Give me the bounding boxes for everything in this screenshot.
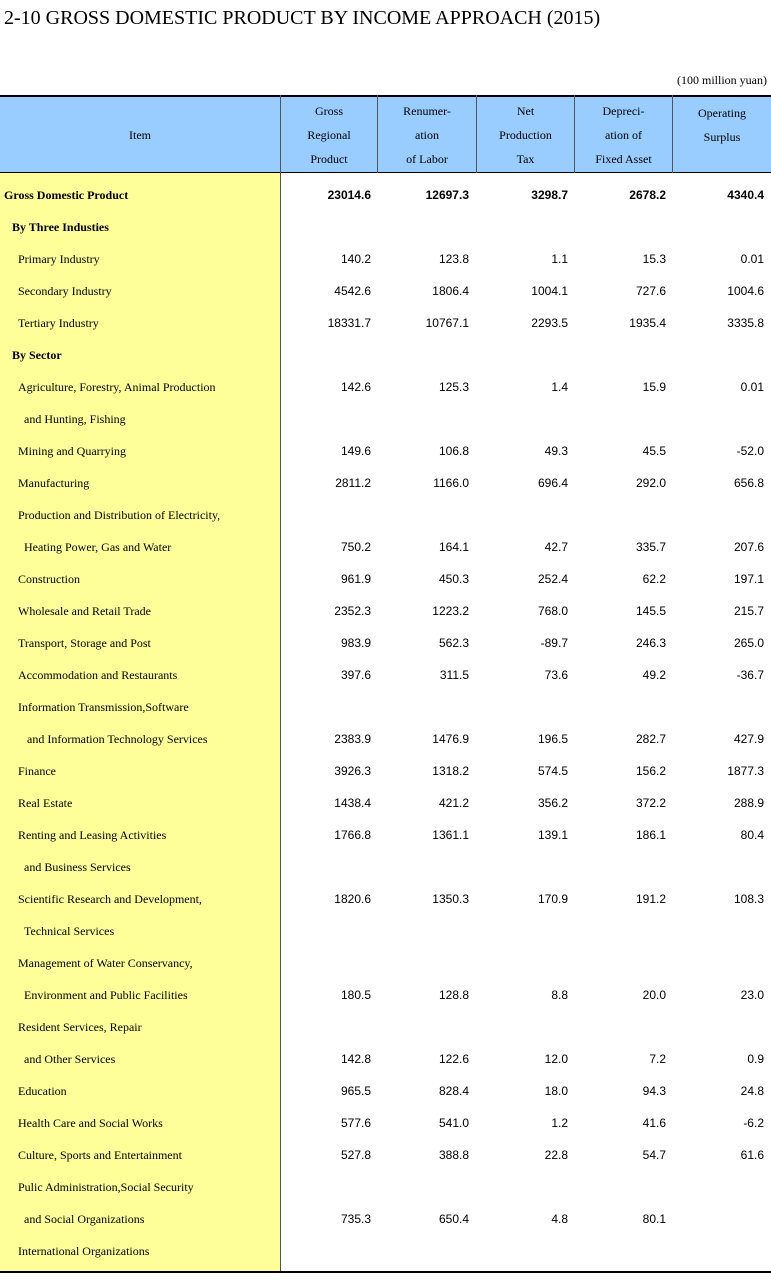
cell-value: 20.0	[642, 988, 666, 1002]
cell-value	[478, 691, 568, 723]
table-row	[0, 659, 771, 691]
cell-value: 45.5	[642, 444, 666, 458]
cell-value: 397.6	[340, 668, 371, 682]
header-divider	[574, 95, 575, 173]
cell-value: 0.01	[740, 252, 764, 266]
cell-value: 427.9	[733, 732, 764, 746]
table-row	[0, 1043, 771, 1075]
header-divider	[476, 95, 477, 173]
cell-value: 265.0	[733, 636, 764, 650]
table-row	[0, 723, 771, 755]
cell-value: 106.8	[438, 444, 469, 458]
cell-value	[281, 339, 371, 371]
cell-value: 80.1	[642, 1212, 666, 1226]
cell-value: 727.6	[635, 284, 666, 298]
row-label: Health Care and Social Works	[18, 1116, 163, 1130]
cell-value	[478, 211, 568, 243]
row-label: Heating Power, Gas and Water	[24, 540, 172, 554]
cell-value: 650.4	[438, 1212, 469, 1226]
cell-value	[478, 339, 568, 371]
cell-value: 4.8	[551, 1212, 568, 1226]
table-row	[0, 467, 771, 499]
cell-value: 142.6	[340, 380, 371, 394]
cell-value: 207.6	[733, 540, 764, 554]
cell-value: 18331.7	[327, 316, 371, 330]
cell-value: 4340.4	[727, 188, 764, 202]
cell-value: 8.8	[551, 988, 568, 1002]
cell-value	[379, 339, 469, 371]
row-label: Real Estate	[18, 796, 73, 810]
cell-value: 18.0	[544, 1084, 568, 1098]
header-gdp: Gross Regional Product	[307, 103, 351, 166]
cell-value: 156.2	[635, 764, 666, 778]
cell-value: 125.3	[438, 380, 469, 394]
cell-value	[478, 1171, 568, 1203]
row-label: Information Transmission,Software	[18, 700, 189, 714]
cell-value: 2293.5	[531, 316, 568, 330]
header-surplus: Operating Surplus	[698, 106, 746, 144]
row-label: Gross Domestic Product	[4, 188, 129, 202]
cell-value: 1.1	[551, 252, 568, 266]
table-row	[0, 435, 771, 467]
cell-value: 12.0	[544, 1052, 568, 1066]
cell-value: 139.1	[537, 828, 568, 842]
table-row	[0, 307, 771, 339]
cell-value	[379, 1171, 469, 1203]
cell-value: 252.4	[537, 572, 568, 586]
cell-value: 1.2	[551, 1116, 568, 1130]
table-row	[0, 499, 771, 531]
row-label: Finance	[18, 764, 56, 778]
cell-value: 10767.1	[425, 316, 469, 330]
cell-value: 1877.3	[727, 764, 764, 778]
cell-value: 1438.4	[334, 796, 371, 810]
table-row	[0, 1107, 771, 1139]
cell-value: 24.8	[740, 1084, 764, 1098]
cell-value: 288.9	[733, 796, 764, 810]
row-label: and Business Services	[24, 860, 131, 874]
table-row	[0, 851, 771, 883]
cell-value: 73.6	[544, 668, 568, 682]
cell-value	[478, 947, 568, 979]
cell-value	[674, 403, 764, 435]
row-label: Management of Water Conservancy,	[18, 956, 193, 970]
cell-value: 562.3	[438, 636, 469, 650]
cell-value: 356.2	[537, 796, 568, 810]
cell-value	[674, 1011, 764, 1043]
cell-value: 23014.6	[327, 188, 371, 202]
table-row	[0, 595, 771, 627]
table-row	[0, 979, 771, 1011]
row-label: Accommodation and Restaurants	[18, 668, 178, 682]
cell-value	[576, 915, 666, 947]
cell-value: 62.2	[642, 572, 666, 586]
cell-value: 450.3	[438, 572, 469, 586]
cell-value: 2811.2	[335, 476, 371, 490]
cell-value: 23.0	[740, 988, 764, 1002]
row-label: and Hunting, Fishing	[24, 412, 126, 426]
cell-value	[478, 1011, 568, 1043]
cell-value: 965.5	[340, 1084, 371, 1098]
row-label: Agriculture, Forestry, Animal Production	[18, 380, 216, 394]
cell-value	[281, 691, 371, 723]
cell-value: 145.5	[635, 604, 666, 618]
cell-value	[674, 691, 764, 723]
cell-value	[674, 915, 764, 947]
cell-value: 191.2	[635, 892, 666, 906]
row-label: and Information Technology Services	[27, 732, 208, 746]
cell-value	[478, 851, 568, 883]
cell-value	[674, 1171, 764, 1203]
row-label: and Other Services	[24, 1052, 116, 1066]
table-row	[0, 1171, 771, 1203]
cell-value: 1476.9	[432, 732, 469, 746]
cell-value: 388.8	[438, 1148, 469, 1162]
cell-value: 1318.2	[432, 764, 469, 778]
cell-value: 122.6	[438, 1052, 469, 1066]
table-bottom-rule	[0, 1271, 771, 1273]
table-row	[0, 627, 771, 659]
cell-value: 49.2	[642, 668, 666, 682]
cell-value: 1361.1	[432, 828, 469, 842]
cell-value: 94.3	[642, 1084, 666, 1098]
cell-value: 1004.6	[727, 284, 764, 298]
cell-value: 49.3	[544, 444, 568, 458]
cell-value: 123.8	[438, 252, 469, 266]
row-label: Renting and Leasing Activities	[18, 828, 167, 842]
cell-value	[576, 1011, 666, 1043]
cell-value	[379, 499, 469, 531]
table-row	[0, 179, 771, 211]
cell-value: 4542.6	[334, 284, 371, 298]
cell-value	[674, 211, 764, 243]
row-label: By Three Industies	[12, 220, 109, 234]
table-row	[0, 211, 771, 243]
cell-value	[576, 403, 666, 435]
table-row	[0, 1235, 771, 1267]
table-row	[0, 339, 771, 371]
row-label: Resident Services, Repair	[18, 1020, 142, 1034]
row-label: Transport, Storage and Post	[18, 636, 151, 650]
table-row	[0, 755, 771, 787]
cell-value: 750.2	[340, 540, 371, 554]
cell-value	[379, 1011, 469, 1043]
row-label: Secondary Industry	[18, 284, 112, 298]
table-row	[0, 275, 771, 307]
cell-value: 1.4	[551, 380, 568, 394]
cell-value: 541.0	[438, 1116, 469, 1130]
cell-value: 961.9	[340, 572, 371, 586]
cell-value	[379, 947, 469, 979]
header-item: Item	[129, 127, 151, 142]
row-label: Scientific Research and Development,	[18, 892, 202, 906]
cell-value: 1350.3	[432, 892, 469, 906]
row-label: Culture, Sports and Entertainment	[18, 1148, 182, 1162]
table-row	[0, 1075, 771, 1107]
cell-value	[379, 1235, 469, 1267]
cell-value: 577.6	[340, 1116, 371, 1130]
cell-value	[478, 499, 568, 531]
cell-value: 311.5	[439, 668, 469, 682]
cell-value	[674, 851, 764, 883]
cell-value: 0.01	[740, 380, 764, 394]
table-row	[0, 1203, 771, 1235]
row-label: Manufacturing	[18, 476, 90, 490]
table-row	[0, 947, 771, 979]
cell-value: 735.3	[340, 1212, 371, 1226]
cell-value: 215.7	[733, 604, 764, 618]
cell-value: 15.3	[642, 252, 666, 266]
cell-value	[576, 851, 666, 883]
cell-value	[576, 1171, 666, 1203]
cell-value: 3335.8	[727, 316, 764, 330]
cell-value	[576, 499, 666, 531]
cell-value: 2352.3	[334, 604, 371, 618]
header-divider	[672, 95, 673, 173]
table-row	[0, 531, 771, 563]
page-title: 2-10 GROSS DOMESTIC PRODUCT BY INCOME APPROACH (2015)	[4, 7, 601, 29]
cell-value	[674, 1203, 764, 1235]
header-labor: Renumer- ation of Labor	[403, 103, 451, 166]
header-tax: Net Production Tax	[499, 103, 552, 166]
cell-value: 180.5	[340, 988, 371, 1002]
table-row	[0, 819, 771, 851]
cell-value	[576, 691, 666, 723]
cell-value: 197.1	[733, 572, 764, 586]
cell-value: 149.6	[340, 444, 371, 458]
cell-value	[576, 339, 666, 371]
row-label: Tertiary Industry	[18, 316, 99, 330]
cell-value	[674, 947, 764, 979]
cell-value: 1820.6	[334, 892, 371, 906]
cell-value	[379, 691, 469, 723]
cell-value	[478, 403, 568, 435]
cell-value: 1004.1	[531, 284, 568, 298]
cell-value	[674, 499, 764, 531]
cell-value: 61.6	[740, 1148, 764, 1162]
cell-value: 1223.2	[432, 604, 469, 618]
cell-value	[576, 211, 666, 243]
cell-value: -36.7	[736, 668, 764, 682]
cell-value: 246.3	[635, 636, 666, 650]
row-label: and Social Organizations	[24, 1212, 145, 1226]
row-label: Mining and Quarrying	[18, 444, 126, 458]
cell-value: 421.2	[438, 796, 469, 810]
row-label: Education	[18, 1084, 67, 1098]
cell-value: 1935.4	[629, 316, 666, 330]
cell-value: -52.0	[736, 444, 764, 458]
row-label: Technical Services	[24, 924, 115, 938]
cell-value: 186.1	[635, 828, 666, 842]
cell-value: 196.5	[537, 732, 568, 746]
cell-value	[281, 947, 371, 979]
row-label: Production and Distribution of Electricity,	[18, 508, 221, 522]
table-row	[0, 243, 771, 275]
cell-value: 696.4	[537, 476, 568, 490]
cell-value: -6.2	[743, 1116, 764, 1130]
table-row	[0, 691, 771, 723]
cell-value: 128.8	[438, 988, 469, 1002]
table-row	[0, 787, 771, 819]
header-divider	[377, 95, 378, 173]
cell-value	[674, 1235, 764, 1267]
row-label: Primary Industry	[18, 252, 100, 266]
unit-label: (100 million yuan)	[677, 73, 767, 87]
cell-value: 7.2	[649, 1052, 666, 1066]
table-row	[0, 1139, 771, 1171]
cell-value: 1806.4	[432, 284, 469, 298]
cell-value: 983.9	[340, 636, 371, 650]
cell-value	[281, 1235, 371, 1267]
cell-value: 0.9	[747, 1052, 764, 1066]
cell-value: 12697.3	[425, 188, 469, 202]
row-label: International Organizations	[18, 1244, 150, 1258]
cell-value: 164.1	[438, 540, 469, 554]
cell-value: 828.4	[438, 1084, 469, 1098]
cell-value: 80.4	[740, 828, 764, 842]
cell-value: 41.6	[642, 1116, 666, 1130]
cell-value: 574.5	[537, 764, 568, 778]
row-label: By Sector	[12, 348, 62, 362]
cell-value: 2678.2	[629, 188, 666, 202]
cell-value: 768.0	[537, 604, 568, 618]
cell-value	[281, 851, 371, 883]
table-row	[0, 403, 771, 435]
cell-value: 372.2	[635, 796, 666, 810]
cell-value	[379, 211, 469, 243]
cell-value	[576, 947, 666, 979]
cell-value	[281, 915, 371, 947]
cell-value: 1766.8	[334, 828, 371, 842]
cell-value: 292.0	[635, 476, 666, 490]
cell-value: 142.8	[340, 1052, 371, 1066]
cell-value: 527.8	[340, 1148, 371, 1162]
cell-value: 1166.0	[433, 476, 469, 490]
cell-value	[379, 403, 469, 435]
cell-value	[379, 915, 469, 947]
header-depreciation: Depreci- ation of Fixed Asset	[595, 103, 652, 166]
header-divider	[280, 95, 281, 173]
table-row	[0, 1011, 771, 1043]
cell-value	[379, 851, 469, 883]
table-row	[0, 915, 771, 947]
cell-value	[281, 211, 371, 243]
row-label: Wholesale and Retail Trade	[18, 604, 151, 618]
cell-value: 335.7	[635, 540, 666, 554]
cell-value	[674, 339, 764, 371]
cell-value: -89.7	[540, 636, 568, 650]
cell-value: 2383.9	[334, 732, 371, 746]
cell-value: 656.8	[733, 476, 764, 490]
row-label: Construction	[18, 572, 80, 586]
cell-value	[281, 1171, 371, 1203]
cell-value: 282.7	[635, 732, 666, 746]
table-header	[0, 95, 771, 173]
row-label: Environment and Public Facilities	[24, 988, 188, 1002]
cell-value: 108.3	[733, 892, 764, 906]
cell-value	[478, 1235, 568, 1267]
cell-value: 3926.3	[334, 764, 371, 778]
cell-value: 170.9	[537, 892, 568, 906]
table-row	[0, 883, 771, 915]
cell-value	[478, 915, 568, 947]
cell-value	[281, 403, 371, 435]
row-label: Pulic Administration,Social Security	[18, 1180, 194, 1194]
table-row	[0, 563, 771, 595]
cell-value: 15.9	[642, 380, 666, 394]
cell-value: 3298.7	[531, 188, 568, 202]
cell-value	[281, 499, 371, 531]
cell-value: 140.2	[340, 252, 371, 266]
table-row	[0, 371, 771, 403]
cell-value: 54.7	[642, 1148, 666, 1162]
cell-value	[576, 1235, 666, 1267]
cell-value: 42.7	[544, 540, 568, 554]
cell-value	[281, 1011, 371, 1043]
cell-value: 22.8	[544, 1148, 568, 1162]
